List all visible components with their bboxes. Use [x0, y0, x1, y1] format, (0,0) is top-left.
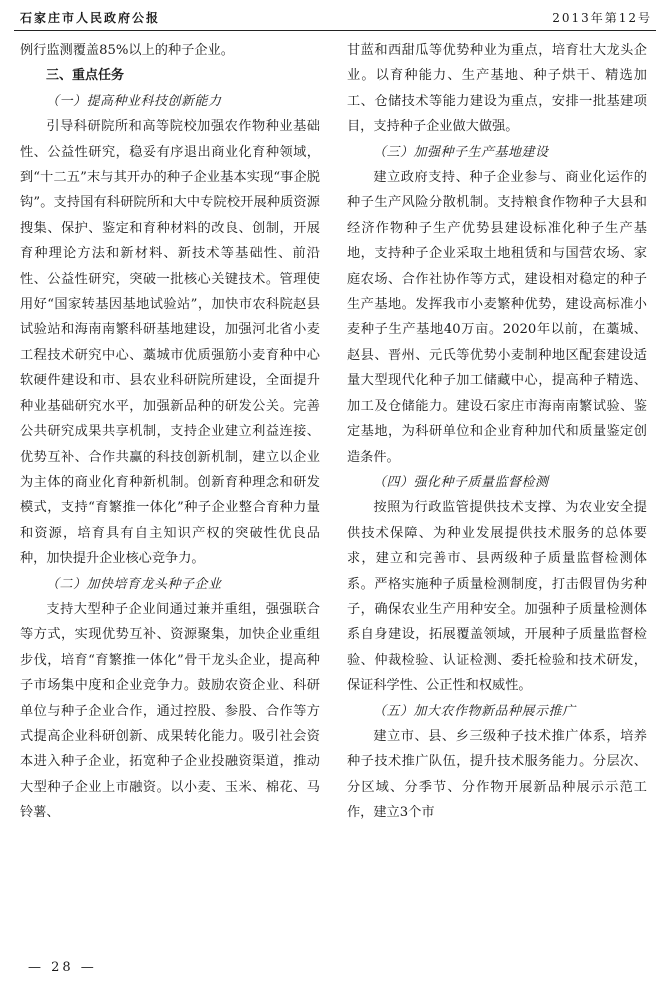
section-heading: 三、重点任务: [46, 68, 125, 84]
subsection-heading: （四）强化种子质量监督检测: [373, 474, 549, 490]
page-number: — 28 —: [28, 960, 97, 975]
subsection-heading: （一）提高种业科技创新能力: [46, 93, 222, 109]
publication-title: 石家庄市人民政府公报: [20, 11, 161, 25]
paragraph: 支持大型种子企业间通过兼并重组，强强联合等方式，实现优势互补、资源聚集，加快企业重组步伐，培育“育繁推一体化”骨干龙头企业，提高种子市场集中度和企业竞争力。鼓励农资企业、科研单位与种子企业合作，通过控股、参股、合作等方式提高企业科研创新、成果转化能力。吸引社会资本进入种子企业，拓宽种子企业投融资渠道，推动大型种子企业上市融资。以小麦、玉米、棉花、马铃薯、: [20, 601, 320, 821]
page-header: [14, 4, 656, 31]
paragraph-continued: 甘蓝和西甜瓜等优势种业为重点，培育壮大龙头企业。以育种能力、生产基地、种子烘干、精选加工、仓储技术等能力建设为重点，安排一批基建项目，支持种子企业做大做强。: [347, 43, 647, 135]
subsection-heading: （二）加快培育龙头种子企业: [46, 576, 222, 592]
paragraph: 建立市、县、乡三级种子技术推广体系，培养种子技术推广队伍，提升技术服务能力。分层次、分区域、分季节、分作物开展新品种展示示范工作，建立3个市: [347, 728, 647, 821]
paragraph: 建立政府支持、种子企业参与、商业化运作的种子生产风险分散机制。支持粮食作物种子大县和经济作物种子生产优势县建设标准化种子生产基地，支持种子企业采取土地租赁和与国营农场、家庭农场、合作社协作等方式，建设相对稳定的种子生产基地。发挥我市小麦繁种优势，建设高标准小麦种子生产基地40万亩。2020年以前，在藁城、赵县、晋州、元氏等优势小麦制种地区配套建设适量大型现代化种子加工储藏中心，提高种子精选、加工及仓储能力。建设石家庄市海南南繁试验、鉴定基地，为科研单位和企业育种加代和质量鉴定创造条件。: [347, 170, 647, 465]
right-column: [347, 38, 647, 826]
paragraph: 引导科研院所和高等院校加强农作物种业基础性、公益性研究，稳妥有序退出商业化育种领域，到“十二五”末与其开办的种子企业基本实现“事企脱钩”。支持国有科研院所和大中专院校开展种质资源搜集、保护、鉴定和育种材料的改良、创制，开展育种理论方法和新材料、新技术等基础性、前沿性、公益性研究，突破一批核心关键技术。管理使用好“国家转基因基地试验站”，加快市农科院赵县试验站和海南南繁科研基地建设，加强河北省小麦工程技术研究中心、藁城市优质强筋小麦育种中心软硬件建设和市、县农业科研院所建设，全面提升种业基础研究水平，加强新品种的研发公关。完善公共研究成果共享机制，支持企业建立利益连接、优势互补、合作共赢的科技创新机制，建立以企业为主体的商业化育种新机制。创新育种理念和研发模式，支持“育繁推一体化”种子企业整合育种力量和资源，培育具有自主知识产权的突破性优良品种，加快提升企业核心竞争力。: [20, 119, 320, 567]
left-column: [20, 38, 320, 826]
issue-number: 2013年第12号: [552, 11, 652, 25]
subsection-heading: （三）加强种子生产基地建设: [373, 144, 549, 160]
paragraph-continued: 例行监测覆盖85%以上的种子企业。: [20, 43, 234, 58]
subsection-heading: （五）加大农作物新品种展示推广: [373, 703, 576, 719]
paragraph: 按照为行政监管提供技术支撑、为农业安全提供技术保障、为种业发展提供技术服务的总体要求，建立和完善市、县两级种子质量监督检测体系。严格实施种子质量检测制度，打击假冒伪劣种子，确保农业生产用种安全。加强种子质量检测体系自身建设，拓展覆盖领域，开展种子质量监督检验、仲裁检验、认证检测、委托检验和技术研发，保证科学性、公正性和权威性。: [347, 500, 647, 694]
